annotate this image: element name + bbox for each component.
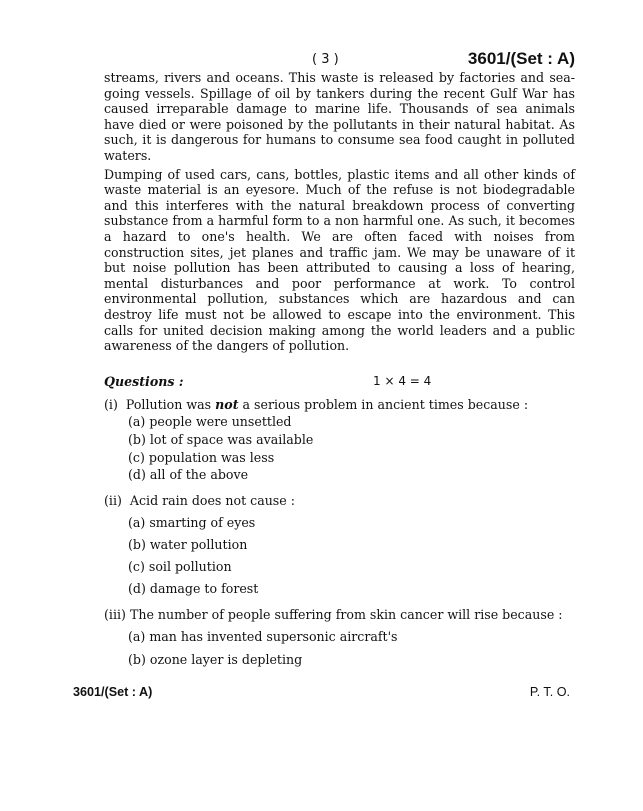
question-2 — [104, 493, 575, 596]
option: (b) ozone layer is depleting — [128, 652, 303, 667]
option: (a) man has invented supersonic aircraft's — [128, 629, 398, 644]
question-1-number: (i) — [104, 397, 118, 412]
question-3-text: The number of people suffering from skin cancer will rise because : — [129, 607, 563, 622]
question-2-text: Acid rain does not cause : — [129, 493, 295, 508]
option: (b) lot of space was available — [128, 432, 314, 447]
please-turn-over: P. T. O. — [529, 685, 570, 699]
option: (d) damage to forest — [128, 581, 259, 596]
question-2-number: (ii) — [104, 493, 122, 508]
question-1 — [104, 397, 575, 482]
option: (b) water pollution — [128, 537, 248, 552]
question-3 — [104, 607, 575, 667]
option: (c) population was less — [128, 450, 275, 465]
questions-title: Questions : — [104, 374, 184, 389]
questions-heading — [104, 374, 575, 389]
paper-code-footer: 3601/(Set : A) — [73, 685, 153, 699]
question-3-number: (iii) — [104, 607, 126, 622]
option: (a) smarting of eyes — [128, 515, 256, 530]
question-3-stem — [104, 607, 575, 622]
option: (d) all of the above — [128, 467, 249, 482]
paper-code-header: 3601/(Set : A) — [467, 49, 575, 68]
page-number: ( 3 ) — [312, 52, 339, 67]
question-2-stem — [104, 493, 575, 508]
question-1-emphasis: not — [215, 397, 239, 412]
question-1-stem — [104, 397, 575, 412]
option: (a) people were unsettled — [128, 414, 292, 429]
question-1-text-a: Pollution was — [125, 397, 216, 412]
questions-marks: 1 × 4 = 4 — [373, 374, 432, 388]
question-1-text-b: a serious problem in ancient times because : — [238, 397, 529, 412]
passage-paragraph-2: Dumping of used cars, cans, bottles, plastic items and all other kinds of waste material is an eyesore. Much of the refuse is not biodegradable and this interferes with the natural breakdown process of converting substance from a harmful form to a non harmful one. As such, it becomes a hazard to one's health. We are often faced with noises from construction sites, jet planes and traffic jam. We may be unaware of it but noise pollution has been attributed to causing a loss of hearing, mental disturbances and poor performance at work. To control environmental pollution, substances which are hazardous and can destroy life must not be allowed to escape into the environment. This calls for united decision making among the world leaders and a public awareness of the dangers of pollution. — [104, 166, 575, 354]
option: (c) soil pollution — [128, 559, 232, 574]
passage — [104, 70, 575, 354]
passage-paragraph-1: streams, rivers and oceans. This waste is released by factories and sea-going vessels. Spillage of oil by tankers during the recent Gulf War has caused irreparable damage to marine life. Thousands of sea animals have died or were poisoned by the pollutants in their natural habitat. As such, it is dangerous for humans to consume sea food caught in polluted waters. — [104, 70, 575, 163]
